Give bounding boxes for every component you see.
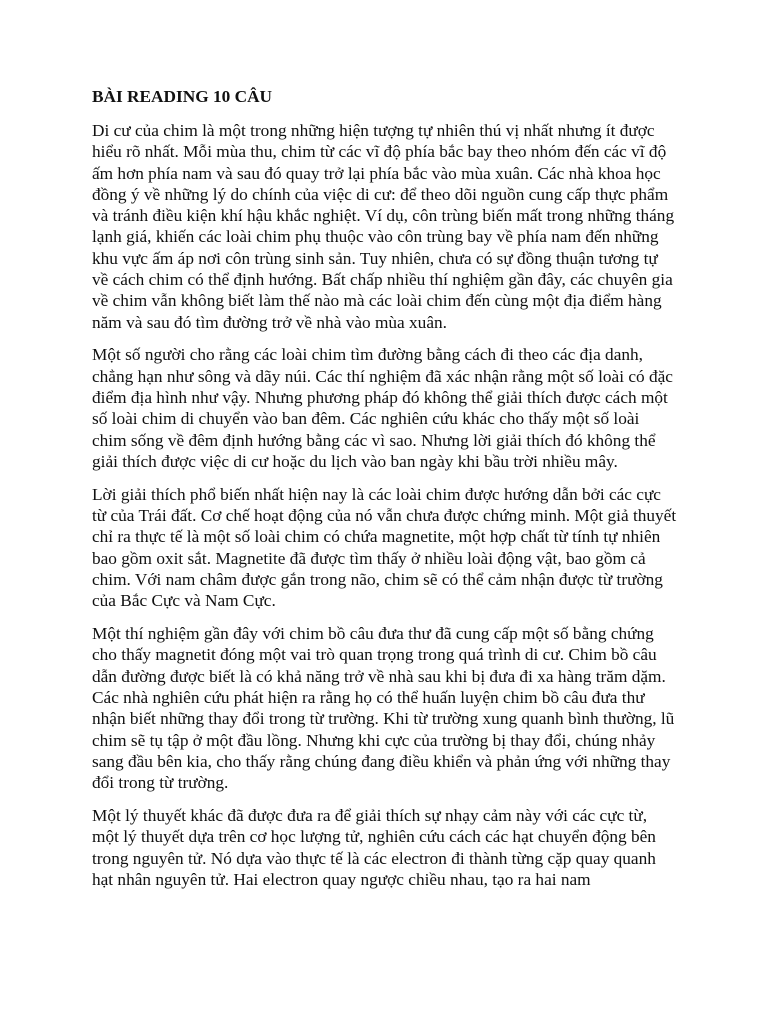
paragraph-5: Một lý thuyết khác đã được đưa ra để giải thích sự nhạy cảm này với các cực từ, một lý thuyết dựa trên cơ học lượng tử, nghiên cứu cách các hạt chuyển động bên trong nguyên tử. Nó dựa vào thực tế là các electron đi thành từng cặp quay quanh hạt nhân nguyên tử. Hai electron quay ngược chiều nhau, tạo ra hai nam: [92, 805, 656, 889]
document-body: [92, 86, 678, 902]
paragraph-1: Di cư của chim là một trong những hiện tượng tự nhiên thú vị nhất nhưng ít được hiểu rõ nhất. Mỗi mùa thu, chim từ các vĩ độ phía bắc bay theo nhóm đến các vĩ độ ấm hơn phía nam và sau đó quay trở lại phía bắc vào mùa xuân. Các nhà khoa học đồng ý về những lý do chính của việc di cư: để theo dõi nguồn cung cấp thực phẩm và tránh điều kiện khí hậu khắc nghiệt. Ví dụ, côn trùng biến mất trong những tháng lạnh giá, khiến các loài chim phụ thuộc vào côn trùng bay về phía nam đến những khu vực ấm áp nơi côn trùng sinh sản. Tuy nhiên, chưa có sự đồng thuận tương tự về cách chim có thể định hướng. Bất chấp nhiều thí nghiệm gần đây, các chuyên gia về chim vẫn không biết làm thế nào mà các loài chim đến cùng một địa điểm hàng năm và sau đó tìm đường trở về nhà vào mùa xuân.: [92, 121, 675, 332]
paragraph-2: Một số người cho rằng các loài chim tìm đường bằng cách đi theo các địa danh, chẳng hạn như sông và dãy núi. Các thí nghiệm đã xác nhận rằng một số loài có đặc điểm địa hình như vậy. Nhưng phương pháp đó không thể giải thích được cách một số loài chim di chuyển vào ban đêm. Các nghiên cứu khác cho thấy một số loài chim sống về đêm định hướng bằng các vì sao. Nhưng lời giải thích đó không thể giải thích được việc di cư hoặc du lịch vào ban ngày khi bầu trời nhiều mây.: [92, 345, 673, 471]
document-title: BÀI READING 10 CÂU: [92, 87, 273, 106]
paragraph-3: Lời giải thích phổ biến nhất hiện nay là các loài chim được hướng dẫn bởi các cực từ của Trái đất. Cơ chế hoạt động của nó vẫn chưa được chứng minh. Một giả thuyết chỉ ra thực tế là một số loài chim có chứa magnetite, một hợp chất từ tính tự nhiên bao gồm oxit sắt. Magnetite đã được tìm thấy ở nhiều loài động vật, bao gồm cả chim. Với nam châm được gắn trong não, chim sẽ có thể cảm nhận được từ trường của Bắc Cực và Nam Cực.: [92, 484, 677, 611]
paragraph-4: Một thí nghiệm gần đây với chim bồ câu đưa thư đã cung cấp một số bằng chứng cho thấy magnetit đóng một vai trò quan trọng trong quá trình di cư. Chim bồ câu dẫn đường được biết là có khả năng trở về nhà sau khi bị đưa đi xa hàng trăm dặm. Các nhà nghiên cứu phát hiện ra rằng họ có thể huấn luyện chim bồ câu đưa thư nhận biết những thay đổi trong từ trường. Khi từ trường xung quanh bình thường, lũ chim sẽ tụ tập ở một đầu lồng. Nhưng khi cực của trường bị thay đổi, chúng nhảy sang đầu bên kia, cho thấy rằng chúng đang điều khiển và phản ứng với những thay đổi trong từ trường.: [92, 624, 675, 793]
